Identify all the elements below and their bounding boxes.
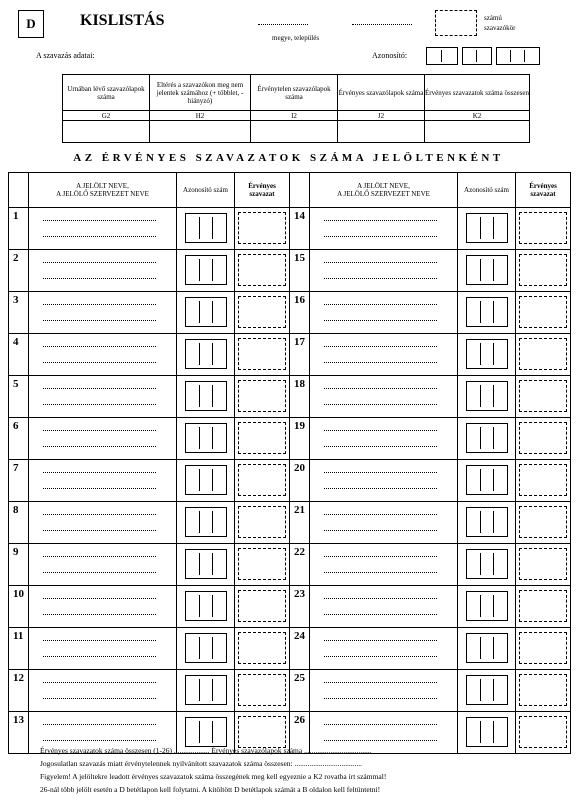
row-number-left: 12 [9,670,29,712]
row-number-right: 23 [290,586,310,628]
row-number-left: 10 [9,586,29,628]
valid-votes-cell-left [235,208,290,250]
nominating-org-line [324,362,437,363]
candidate-name-line [43,682,156,683]
summary-header-i2: Érvénytelen szavazólapok száma [251,75,338,111]
row-number-left: 2 [9,250,29,292]
nominating-org-line [324,236,437,237]
nominating-org-line [324,572,437,573]
valid-votes-input[interactable] [519,548,567,580]
id-number-cell-left [177,628,235,670]
county-dotline [258,24,308,25]
candidate-name-cell-right[interactable] [310,208,458,250]
candidate-row [9,292,571,334]
valid-votes-input[interactable] [519,254,567,286]
id-number-box[interactable] [466,633,508,663]
summary-value-h2[interactable] [150,121,251,143]
column-header-name-left: A JELÖLT NEVE, A JELÖLŐ SZERVEZET NEVE [29,173,177,208]
identifier-label: Azonosító: [372,51,408,60]
candidate-name-line [43,724,156,725]
valid-votes-cell-right [516,628,571,670]
summary-header-h2: Eltérés a szavazókon meg nem jelentek számához (+ többlet, - hiányzó) [150,75,251,111]
valid-votes-cell-right [516,250,571,292]
summary-code-h2: H2 [150,111,251,121]
candidate-row [9,460,571,502]
candidates-table [8,172,571,754]
summary-value-i2[interactable] [251,121,338,143]
row-number-right: 21 [290,502,310,544]
valid-votes-input[interactable] [519,590,567,622]
valid-votes-cell-right [516,670,571,712]
valid-votes-input[interactable] [238,212,286,244]
row-number-left: 4 [9,334,29,376]
summary-code-g2: G2 [63,111,150,121]
id-number-box[interactable] [466,339,508,369]
summary-header-j2: Érvényes szavazólapok száma [338,75,425,111]
valid-votes-cell-right [516,544,571,586]
id-number-cell-right [458,544,516,586]
candidate-name-cell-left[interactable] [29,670,177,712]
candidate-name-line [324,640,437,641]
id-number-cell-left [177,586,235,628]
candidate-name-line [324,262,437,263]
nominating-org-line [43,698,156,699]
valid-votes-input[interactable] [519,380,567,412]
id-number-box[interactable] [185,549,227,579]
id-number-box[interactable] [185,507,227,537]
valid-votes-input[interactable] [238,548,286,580]
candidate-name-cell-right[interactable] [310,418,458,460]
candidate-name-line [43,430,156,431]
nominating-org-line [324,446,437,447]
footer-line-4: 26-nál több jelölt esetén a D betétlapon kell folytatni. A kitöltött D betétlapok számát a B oldalon kell feltüntetni! [40,785,381,794]
footer-line-2: Jogosulatlan szavazás miatt érvénytelennek nyilvánított szavazatok száma összesen: .................................... [40,759,362,768]
candidate-name-line [324,388,437,389]
candidate-name-line [43,304,156,305]
column-header-name-right: A JELÖLT NEVE, A JELÖLŐ SZERVEZET NEVE [310,173,458,208]
candidate-name-line [324,682,437,683]
row-number-right: 20 [290,460,310,502]
id-number-cell-right [458,292,516,334]
valid-votes-cell-right [516,292,571,334]
page-title: KISLISTÁS [80,12,165,29]
id-number-box[interactable] [185,255,227,285]
candidate-name-line [324,472,437,473]
valid-votes-input[interactable] [519,212,567,244]
candidate-name-cell-left[interactable] [29,502,177,544]
candidate-row [9,628,571,670]
row-number-right: 25 [290,670,310,712]
id-number-box[interactable] [466,675,508,705]
valid-votes-input[interactable] [238,338,286,370]
id-number-cell-right [458,376,516,418]
valid-votes-input[interactable] [519,632,567,664]
id-number-cell-left [177,544,235,586]
form-badge [18,10,44,38]
summary-header-g2: Urnában lévő szavazólapok száma [63,75,150,111]
id-number-cell-left [177,292,235,334]
candidate-row [9,418,571,460]
id-number-cell-left [177,376,235,418]
id-number-cell-right [458,628,516,670]
id-number-box[interactable] [466,507,508,537]
candidate-row [9,586,571,628]
nominating-org-line [324,530,437,531]
candidate-name-cell-left[interactable] [29,250,177,292]
candidate-name-line [43,346,156,347]
column-header-id-left: Azonosító szám [177,173,235,208]
valid-votes-cell-left [235,334,290,376]
form-badge-letter: D [26,16,36,31]
id-number-box[interactable] [466,297,508,327]
candidate-name-line [43,514,156,515]
row-number-left: 3 [9,292,29,334]
valid-votes-cell-right [516,418,571,460]
id-number-cell-right [458,334,516,376]
row-number-right: 26 [290,712,310,754]
summary-value-g2[interactable] [63,121,150,143]
candidate-name-cell-left[interactable] [29,292,177,334]
nominating-org-line [324,278,437,279]
nominating-org-line [43,320,156,321]
valid-votes-input[interactable] [238,590,286,622]
row-number-right: 16 [290,292,310,334]
row-number-right: 24 [290,628,310,670]
id-number-box[interactable] [185,717,227,747]
id-number-cell-left [177,670,235,712]
candidate-name-cell-right[interactable] [310,334,458,376]
candidate-name-cell-right[interactable] [310,460,458,502]
candidate-name-cell-right[interactable] [310,292,458,334]
row-number-right: 15 [290,250,310,292]
candidate-name-cell-left[interactable] [29,628,177,670]
county-label: megye, település [272,34,320,42]
id-number-box[interactable] [185,381,227,411]
candidate-name-cell-right[interactable] [310,670,458,712]
id-number-cell-right [458,586,516,628]
row-number-right: 17 [290,334,310,376]
column-header-id-right: Azonosító szám [458,173,516,208]
footer-line-1: Érvényes szavazatok száma összesen (1-26) ................... Érvényes szavazólapok száma .................................... [40,746,372,755]
id-number-box[interactable] [185,591,227,621]
candidate-name-line [43,220,156,221]
valid-votes-cell-right [516,586,571,628]
id-number-box[interactable] [185,297,227,327]
candidate-name-line [324,556,437,557]
valid-votes-input[interactable] [238,254,286,286]
nominating-org-line [43,362,156,363]
section-title: AZ ÉRVÉNYES SZAVAZATOK SZÁMA JELÖLTENKÉNT [73,152,504,164]
candidate-row [9,544,571,586]
valid-votes-input[interactable] [238,380,286,412]
candidate-row [9,502,571,544]
nominating-org-line [324,656,437,657]
summary-code-k2: K2 [425,111,530,121]
candidate-row [9,334,571,376]
candidate-name-line [324,304,437,305]
row-number-right: 19 [290,418,310,460]
valid-votes-cell-left [235,502,290,544]
candidate-name-cell-left[interactable] [29,586,177,628]
valid-votes-input[interactable] [238,464,286,496]
candidate-name-cell-right[interactable] [310,544,458,586]
valid-votes-cell-left [235,544,290,586]
valid-votes-cell-left [235,418,290,460]
nominating-org-line [43,488,156,489]
candidate-name-line [324,346,437,347]
row-number-left: 11 [9,628,29,670]
candidate-row [9,250,571,292]
row-number-left: 8 [9,502,29,544]
valid-votes-input[interactable] [238,674,286,706]
id-number-box[interactable] [185,339,227,369]
id-number-cell-right [458,460,516,502]
id-number-cell-left [177,334,235,376]
id-number-box[interactable] [185,423,227,453]
row-number-left: 6 [9,418,29,460]
id-number-box[interactable] [185,213,227,243]
id-number-box[interactable] [466,591,508,621]
summary-value-j2[interactable] [338,121,425,143]
candidate-name-line [324,514,437,515]
district-box[interactable] [435,10,477,36]
candidate-row [9,376,571,418]
id-number-box[interactable] [466,381,508,411]
column-header-valid-left: Érvényes szavazat [235,173,290,208]
row-number-left: 13 [9,712,29,754]
valid-votes-cell-left [235,376,290,418]
valid-votes-cell-left [235,250,290,292]
nominating-org-line [324,698,437,699]
valid-votes-input[interactable] [238,716,286,748]
valid-votes-cell-left [235,292,290,334]
row-number-left: 7 [9,460,29,502]
candidate-name-line [43,640,156,641]
candidate-name-cell-right[interactable] [310,628,458,670]
id-number-cell-right [458,250,516,292]
district-label-2: szavazókör [484,24,516,32]
id-number-cell-right [458,670,516,712]
id-number-box[interactable] [466,423,508,453]
candidate-name-cell-right[interactable] [310,250,458,292]
candidate-name-line [43,472,156,473]
row-number-left: 1 [9,208,29,250]
nominating-org-line [43,530,156,531]
district-label: számú [484,14,502,22]
id-number-box[interactable] [466,255,508,285]
candidate-name-line [324,724,437,725]
id-number-cell-left [177,460,235,502]
candidate-name-line [43,388,156,389]
valid-votes-input[interactable] [519,716,567,748]
id-number-box[interactable] [185,465,227,495]
id-number-box[interactable] [185,675,227,705]
nominating-org-line [324,740,437,741]
identifier-box-3[interactable] [496,47,540,65]
candidate-name-cell-right[interactable] [310,586,458,628]
nominating-org-line [43,236,156,237]
id-number-box[interactable] [466,717,508,747]
id-number-cell-left [177,250,235,292]
valid-votes-input[interactable] [519,674,567,706]
summary-code-j2: J2 [338,111,425,121]
nominating-org-line [43,572,156,573]
identifier-box-2[interactable] [462,47,492,65]
candidate-name-cell-left[interactable] [29,334,177,376]
valid-votes-cell-right [516,208,571,250]
id-number-cell-left [177,502,235,544]
summary-value-k2[interactable] [425,121,530,143]
town-dotline [352,24,412,25]
row-number-right: 18 [290,376,310,418]
row-number-right: 22 [290,544,310,586]
id-number-cell-left [177,208,235,250]
id-number-cell-right [458,418,516,460]
identifier-box-1[interactable] [426,47,458,65]
nominating-org-line [43,446,156,447]
row-number-left: 5 [9,376,29,418]
candidate-name-line [43,598,156,599]
candidate-name-line [43,556,156,557]
candidate-name-line [324,220,437,221]
id-number-box[interactable] [185,633,227,663]
valid-votes-cell-left [235,586,290,628]
valid-votes-input[interactable] [519,464,567,496]
candidate-name-line [43,262,156,263]
candidate-name-cell-right[interactable] [310,502,458,544]
summary-code-i2: I2 [251,111,338,121]
footer-line-3: Figyelem! A jelöltekre leadott érvényes szavazatok száma összegének meg kell egyeznie a K2 rovatba írt számmal! [40,772,387,781]
valid-votes-input[interactable] [519,422,567,454]
nominating-org-line [43,278,156,279]
candidate-name-cell-right[interactable] [310,376,458,418]
id-number-cell-left [177,418,235,460]
id-number-box[interactable] [466,213,508,243]
row-number-right: 14 [290,208,310,250]
valid-votes-input[interactable] [238,506,286,538]
valid-votes-input[interactable] [238,422,286,454]
row-number-left: 9 [9,544,29,586]
nominating-org-line [43,614,156,615]
valid-votes-cell-left [235,670,290,712]
valid-votes-input[interactable] [519,506,567,538]
id-number-box[interactable] [466,549,508,579]
valid-votes-input[interactable] [519,338,567,370]
candidate-row [9,670,571,712]
candidate-name-cell-left[interactable] [29,418,177,460]
nominating-org-line [43,656,156,657]
nominating-org-line [324,404,437,405]
summary-table [62,74,530,143]
candidate-name-cell-left[interactable] [29,460,177,502]
nominating-org-line [43,740,156,741]
candidate-name-cell-left[interactable] [29,208,177,250]
nominating-org-line [324,320,437,321]
nominating-org-line [324,488,437,489]
candidate-name-line [324,430,437,431]
valid-votes-input[interactable] [519,296,567,328]
nominating-org-line [324,614,437,615]
valid-votes-cell-right [516,376,571,418]
voting-data-label: A szavazás adatai: [36,51,95,60]
summary-header-k2: Érvényes szavazatok száma összesen [425,75,530,111]
valid-votes-cell-left [235,460,290,502]
candidate-name-cell-left[interactable] [29,376,177,418]
id-number-box[interactable] [466,465,508,495]
id-number-cell-right [458,208,516,250]
id-number-cell-right [458,502,516,544]
valid-votes-cell-left [235,628,290,670]
candidate-name-line [324,598,437,599]
valid-votes-input[interactable] [238,632,286,664]
candidate-row [9,208,571,250]
valid-votes-cell-right [516,460,571,502]
valid-votes-cell-right [516,502,571,544]
valid-votes-input[interactable] [238,296,286,328]
valid-votes-cell-right [516,334,571,376]
column-header-valid-right: Érvényes szavazat [516,173,571,208]
nominating-org-line [43,404,156,405]
candidate-name-cell-left[interactable] [29,544,177,586]
